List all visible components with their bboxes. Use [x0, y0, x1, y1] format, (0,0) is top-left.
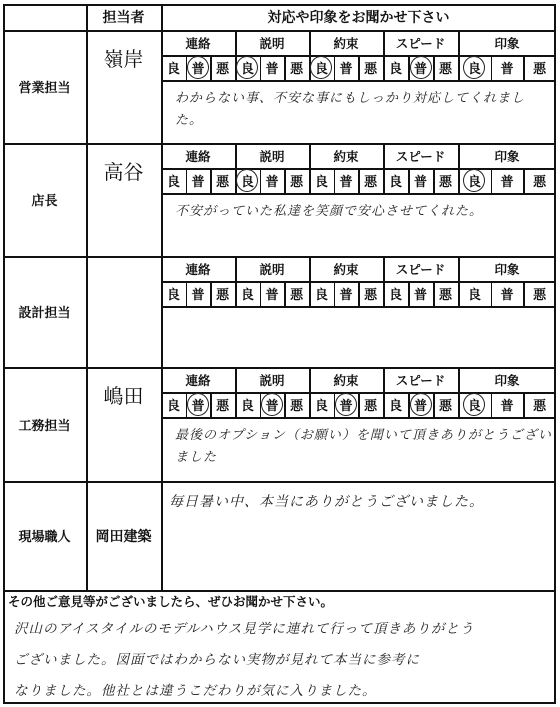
rating-option[interactable]: 良 — [388, 288, 402, 303]
rating-category: 連絡 — [185, 261, 211, 277]
rating-option[interactable]: 良 — [240, 288, 254, 303]
rating-option[interactable]: 悪 — [216, 62, 230, 77]
row-comment: わからない事、不安な事にもしっかり対応してくれました。 — [175, 91, 526, 128]
row-role: 営業担当 — [18, 81, 71, 96]
rating-option[interactable]: 良 — [314, 399, 328, 414]
rating-option[interactable]: 悪 — [364, 62, 378, 77]
rating-option[interactable]: 普 — [413, 62, 427, 77]
rating-option[interactable]: 普 — [413, 288, 427, 303]
rating-option[interactable]: 良 — [240, 175, 254, 190]
rating-option[interactable]: 悪 — [533, 399, 547, 414]
other-label: その他ご意見等がございましたら、ぜひお聞かせ下さい。 — [8, 594, 334, 609]
rating-category: 連絡 — [185, 148, 211, 164]
rating-option[interactable]: 良 — [467, 62, 481, 77]
rating-option[interactable]: 普 — [265, 62, 279, 77]
rating-option[interactable]: 普 — [413, 399, 427, 414]
rating-option[interactable]: 良 — [314, 62, 328, 77]
rating-category: 説明 — [259, 372, 285, 388]
rating-opt-divider — [161, 193, 556, 195]
rating-option[interactable]: 良 — [467, 399, 481, 414]
rating-option[interactable]: 悪 — [290, 62, 304, 77]
row-name: 岡田建築 — [95, 528, 152, 545]
rating-option[interactable]: 普 — [500, 62, 514, 77]
row-name: 嶺岸 — [103, 46, 144, 71]
rating-option[interactable]: 良 — [166, 175, 180, 190]
rating-option[interactable]: 悪 — [290, 175, 304, 190]
rating-option[interactable]: 普 — [265, 175, 279, 190]
rating-option[interactable]: 良 — [388, 175, 402, 190]
rating-category: スピード — [395, 372, 446, 388]
rating-option[interactable]: 普 — [339, 62, 353, 77]
rating-option[interactable]: 普 — [191, 399, 205, 414]
rating-option[interactable]: 普 — [265, 288, 279, 303]
rating-option[interactable]: 普 — [500, 175, 514, 190]
rating-option[interactable]: 悪 — [290, 288, 304, 303]
row-comment: 最後のオプション（お願い）を聞いて頂きありがとうございました — [175, 428, 552, 465]
rating-option[interactable]: 悪 — [438, 399, 452, 414]
rating-category: 説明 — [259, 148, 285, 164]
rating-category: 説明 — [259, 261, 285, 277]
rating-option[interactable]: 悪 — [216, 399, 230, 414]
rating-category: 連絡 — [185, 35, 211, 51]
rating-option[interactable]: 悪 — [533, 288, 547, 303]
rating-option[interactable]: 普 — [191, 288, 205, 303]
row-role: 現場職人 — [18, 530, 71, 545]
rating-option[interactable]: 悪 — [533, 175, 547, 190]
rating-opt-divider — [161, 417, 556, 419]
rating-category: 約束 — [333, 148, 359, 164]
rating-category: スピード — [395, 261, 446, 277]
rating-option[interactable]: 良 — [314, 175, 328, 190]
rating-option[interactable]: 良 — [240, 62, 254, 77]
rating-option[interactable]: 悪 — [364, 399, 378, 414]
row-name: 嶋田 — [103, 383, 144, 408]
header-person: 担当者 — [102, 10, 145, 26]
rating-category: 印象 — [494, 35, 520, 51]
row-name — [86, 256, 161, 310]
rating-opt-divider — [161, 306, 556, 308]
rating-category: スピード — [395, 148, 446, 164]
rating-category: スピード — [395, 35, 446, 51]
rating-option[interactable]: 普 — [339, 175, 353, 190]
rating-option[interactable]: 普 — [500, 399, 514, 414]
rating-option[interactable]: 良 — [467, 175, 481, 190]
row-name: 高谷 — [103, 159, 144, 184]
rating-option[interactable]: 普 — [191, 175, 205, 190]
rating-option[interactable]: 普 — [339, 399, 353, 414]
row-comment: 毎日暑い中、本当にありがとうございました。 — [169, 494, 484, 510]
rating-opt-divider — [161, 80, 556, 82]
rating-option[interactable]: 悪 — [438, 62, 452, 77]
rating-option[interactable]: 良 — [166, 62, 180, 77]
row-comment — [175, 314, 552, 365]
rating-category: 約束 — [333, 372, 359, 388]
rating-option[interactable]: 良 — [240, 399, 254, 414]
rating-option[interactable]: 良 — [388, 62, 402, 77]
rating-category: 印象 — [494, 261, 520, 277]
rating-option[interactable]: 悪 — [364, 175, 378, 190]
rating-option[interactable]: 悪 — [438, 175, 452, 190]
rating-category: 約束 — [333, 35, 359, 51]
rating-option[interactable]: 普 — [413, 175, 427, 190]
rating-option[interactable]: 普 — [265, 399, 279, 414]
rating-option[interactable]: 悪 — [364, 288, 378, 303]
header-feedback: 対応や印象をお聞かせ下さい — [267, 10, 450, 26]
rating-option[interactable]: 悪 — [290, 399, 304, 414]
other-line: なりました。他社とは違うこだわりが気に入りました。 — [14, 683, 377, 699]
rating-option[interactable]: 普 — [191, 62, 205, 77]
rating-option[interactable]: 悪 — [216, 288, 230, 303]
rating-category: 説明 — [259, 35, 285, 51]
rating-category: 連絡 — [185, 372, 211, 388]
rating-option[interactable]: 悪 — [533, 62, 547, 77]
rating-category: 約束 — [333, 261, 359, 277]
rating-option[interactable]: 悪 — [216, 175, 230, 190]
row-role: 工務担当 — [18, 418, 71, 434]
row-role: 設計担当 — [18, 306, 71, 321]
other-line: 沢山のアイスタイルのモデルハウス見学に連れて行って頂きありがとう — [14, 621, 475, 637]
rating-option[interactable]: 普 — [500, 288, 514, 303]
rating-category: 印象 — [494, 148, 520, 164]
rating-option[interactable]: 良 — [166, 288, 180, 303]
row-comment: 不安がっていた私達を笑顔で安心させてくれた。 — [175, 204, 484, 219]
rating-option[interactable]: 悪 — [438, 288, 452, 303]
rating-category: 印象 — [494, 372, 520, 388]
rating-option[interactable]: 普 — [339, 288, 353, 303]
row-role: 店長 — [31, 194, 58, 209]
other-line: ございました。図面ではわからない実物が見れて本当に参考に — [14, 652, 420, 668]
rating-option[interactable]: 良 — [314, 288, 328, 303]
rating-option[interactable]: 良 — [467, 288, 481, 303]
rating-option[interactable]: 良 — [388, 399, 402, 414]
rating-option[interactable]: 良 — [166, 399, 180, 414]
